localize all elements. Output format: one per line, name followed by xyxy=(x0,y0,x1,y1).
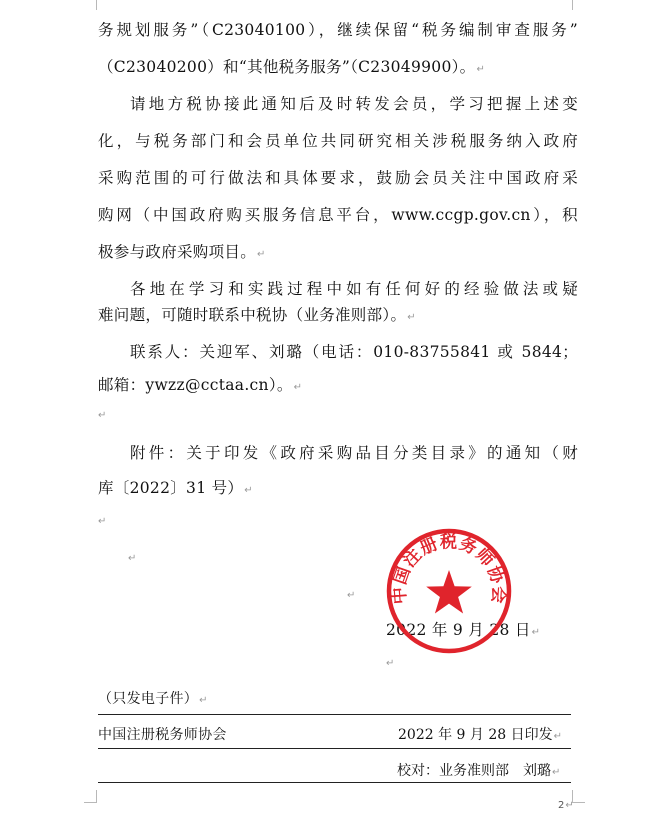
footer-rule-bottom xyxy=(98,782,571,783)
body-line: 务规划服务”（C23040100），继续保留“税务编制审查服务” xyxy=(98,21,578,39)
paragraph-mark-icon: ↵ xyxy=(553,731,562,742)
paragraph-mark-icon: ↵ xyxy=(257,249,266,260)
footer-proofreader: 校对：业务准则部 刘璐↵ xyxy=(397,763,561,779)
paragraph-mark-icon: ↵ xyxy=(531,627,541,638)
crop-mark-top-left xyxy=(84,0,97,10)
contact-line: 联系人：关迎军、刘璐（电话：010-83755841 或 5844； xyxy=(130,343,578,361)
footer-rule-top xyxy=(98,714,571,715)
attachment-line: 库〔2022〕31 号）↵ xyxy=(98,479,253,497)
paragraph-mark-icon: ↵ xyxy=(128,553,137,564)
footer-org: 中国注册税务师协会 xyxy=(98,727,227,743)
body-line: 请地方税协接此通知后及时转发会员，学习把握上述变 xyxy=(130,95,578,113)
footer-print-date: 2022 年 9 月 28 日印发↵ xyxy=(398,727,562,743)
official-seal-icon xyxy=(386,528,512,654)
paragraph-mark-icon: ↵ xyxy=(476,64,485,75)
paragraph-mark-icon: ↵ xyxy=(407,312,416,323)
contact-line: 邮箱：ywzz@cctaa.cn）。↵ xyxy=(98,376,303,394)
body-line: （C23040200）和“其他税务服务”（C23049900）。↵ xyxy=(98,58,485,76)
body-line: 采购范围的可行做法和具体要求，鼓励会员关注中国政府采 xyxy=(98,169,578,187)
paragraph-mark-icon: ↵ xyxy=(386,658,395,669)
paragraph-mark-icon: ↵ xyxy=(98,516,107,527)
attachment-line: 附件：关于印发《政府采购品目分类目录》的通知（财 xyxy=(130,444,578,462)
crop-mark-bottom-left xyxy=(84,790,97,803)
paragraph-mark-icon: ↵ xyxy=(244,485,253,496)
electronic-note: （只发电子件）↵ xyxy=(98,691,208,707)
signature-date: 2022 年 9 月 28 日↵ xyxy=(386,621,541,639)
body-line: 难问题，可随时联系中税协（业务准则部）。↵ xyxy=(98,306,416,324)
paragraph-mark-icon: ↵ xyxy=(565,800,574,811)
crop-mark-top-right xyxy=(572,0,585,10)
paragraph-mark-icon: ↵ xyxy=(199,695,208,706)
crop-mark-bottom-right xyxy=(572,790,585,803)
paragraph-mark-icon: ↵ xyxy=(552,767,561,778)
paragraph-mark-icon: ↵ xyxy=(98,410,107,421)
body-line: 化，与税务部门和会员单位共同研究相关涉税服务纳入政府 xyxy=(98,132,578,150)
body-line: 各地在学习和实践过程中如有任何好的经验做法或疑 xyxy=(130,280,578,298)
paragraph-mark-icon: ↵ xyxy=(347,590,356,601)
footer-rule-middle xyxy=(98,748,571,749)
page-number: 2↵ xyxy=(558,800,574,811)
paragraph-mark-icon: ↵ xyxy=(293,382,303,393)
body-line: 极参与政府采购项目。↵ xyxy=(98,243,266,261)
body-line: 购网（中国政府购买服务信息平台，www.ccgp.gov.cn），积 xyxy=(98,206,578,224)
svg-text:中国注册税务师协会: 中国注册税务师协会 xyxy=(389,532,509,605)
